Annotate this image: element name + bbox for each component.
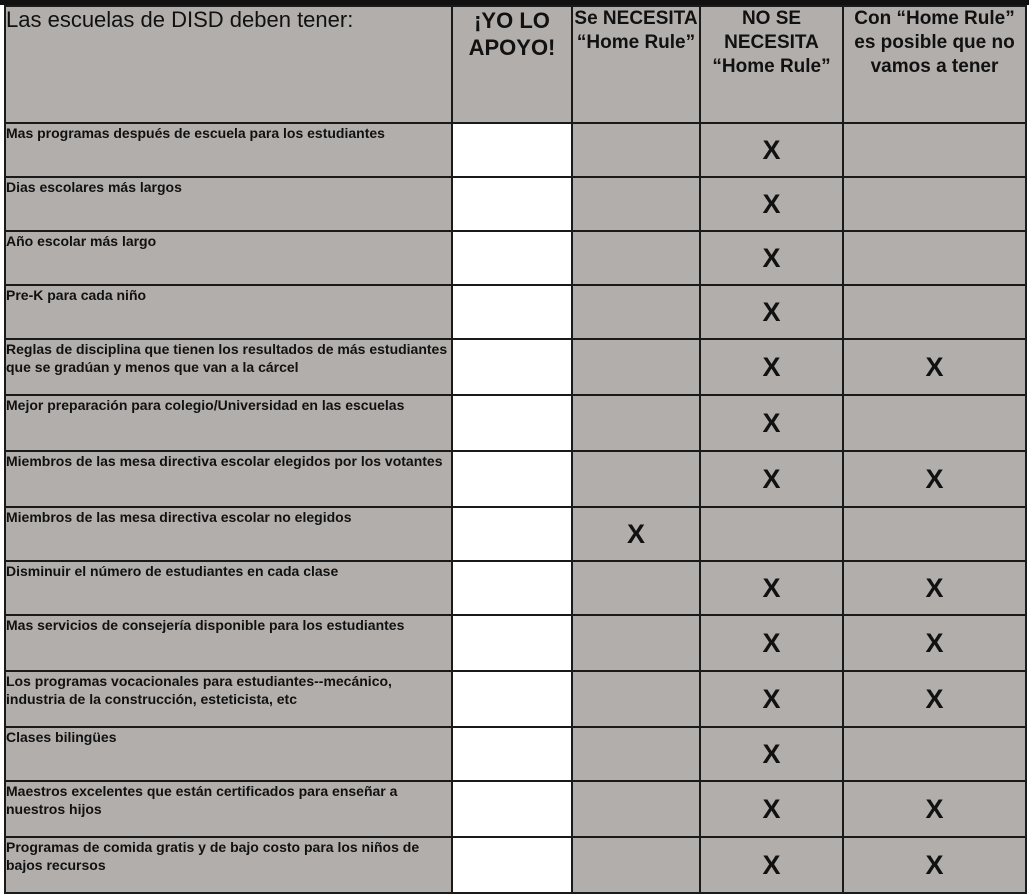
table-row: [5, 123, 1026, 177]
support-checkbox-cell[interactable]: [452, 727, 572, 781]
row-label: Clases bilingües: [5, 727, 452, 781]
may-lose-mark: X: [843, 339, 1026, 395]
not-needed-mark: X: [700, 615, 843, 671]
table-row: [5, 727, 1026, 781]
not-needed-mark: X: [700, 231, 843, 285]
may-lose-mark: X: [843, 837, 1026, 893]
needed-mark: [572, 339, 700, 395]
needed-mark: [572, 231, 700, 285]
table-row: [5, 615, 1026, 671]
not-needed-mark: X: [700, 339, 843, 395]
not-needed-mark: X: [700, 837, 843, 893]
support-checkbox-cell[interactable]: [452, 395, 572, 451]
may-lose-mark: [843, 123, 1026, 177]
table-row: [5, 231, 1026, 285]
support-checkbox-cell[interactable]: [452, 671, 572, 727]
header-may-not-have: Con “Home Rule” es posible que no vamos a tener: [843, 6, 1026, 123]
table-row: [5, 837, 1026, 893]
table-row: [5, 285, 1026, 339]
table-row: [5, 177, 1026, 231]
may-lose-mark: [843, 285, 1026, 339]
may-lose-mark: X: [843, 615, 1026, 671]
support-checkbox-cell[interactable]: [452, 285, 572, 339]
not-needed-mark: X: [700, 285, 843, 339]
needed-mark: [572, 123, 700, 177]
not-needed-mark: X: [700, 177, 843, 231]
needed-mark: [572, 395, 700, 451]
support-checkbox-cell[interactable]: [452, 177, 572, 231]
needed-mark: [572, 285, 700, 339]
row-label: Dias escolares más largos: [5, 177, 452, 231]
row-label: Mas programas después de escuela para los estudiantes: [5, 123, 452, 177]
table-row: [5, 451, 1026, 507]
support-checkbox-cell[interactable]: [452, 615, 572, 671]
row-label: Mejor preparación para colegio/Universidad en las escuelas: [5, 395, 452, 451]
needed-mark: [572, 177, 700, 231]
header-schools-should-have: Las escuelas de DISD deben tener:: [5, 6, 452, 123]
header-i-support: ¡YO LO APOYO!: [452, 6, 572, 123]
row-label: Disminuir el número de estudiantes en cada clase: [5, 561, 452, 615]
table-row: [5, 339, 1026, 395]
header-home-rule-not-needed: NO SE NECESITA “Home Rule”: [700, 6, 843, 123]
support-checkbox-cell[interactable]: [452, 507, 572, 561]
may-lose-mark: X: [843, 781, 1026, 837]
needed-mark: X: [572, 507, 700, 561]
table-row: [5, 671, 1026, 727]
row-label: Maestros excelentes que están certificados para enseñar a nuestros hijos: [5, 781, 452, 837]
needed-mark: [572, 671, 700, 727]
needed-mark: [572, 781, 700, 837]
row-label: Miembros de las mesa directiva escolar no elegidos: [5, 507, 452, 561]
support-checkbox-cell[interactable]: [452, 451, 572, 507]
may-lose-mark: X: [843, 451, 1026, 507]
may-lose-mark: X: [843, 671, 1026, 727]
needed-mark: [572, 837, 700, 893]
header-row: [5, 6, 1026, 123]
may-lose-mark: [843, 395, 1026, 451]
row-label: Mas servicios de consejería disponible para los estudiantes: [5, 615, 452, 671]
table-row: [5, 395, 1026, 451]
not-needed-mark: X: [700, 451, 843, 507]
row-label: Miembros de las mesa directiva escolar elegidos por los votantes: [5, 451, 452, 507]
table-row: [5, 507, 1026, 561]
not-needed-mark: X: [700, 671, 843, 727]
support-checkbox-cell[interactable]: [452, 123, 572, 177]
not-needed-mark: X: [700, 123, 843, 177]
needed-mark: [572, 451, 700, 507]
needed-mark: [572, 561, 700, 615]
row-label: Año escolar más largo: [5, 231, 452, 285]
not-needed-mark: X: [700, 727, 843, 781]
header-home-rule-needed: Se NECESITA “Home Rule”: [572, 6, 700, 123]
support-checkbox-cell[interactable]: [452, 837, 572, 893]
needed-mark: [572, 727, 700, 781]
may-lose-mark: [843, 177, 1026, 231]
table-row: [5, 781, 1026, 837]
row-label: Reglas de disciplina que tienen los resultados de más estudiantes que se gradúan y menos que van a la cárcel: [5, 339, 452, 395]
row-label: Programas de comida gratis y de bajo costo para los niños de bajos recursos: [5, 837, 452, 893]
row-label: Pre-K para cada niño: [5, 285, 452, 339]
row-label: Los programas vocacionales para estudiantes--mecánico, industria de la construcción, esteticista, etc: [5, 671, 452, 727]
table-row: [5, 561, 1026, 615]
may-lose-mark: [843, 231, 1026, 285]
may-lose-mark: [843, 727, 1026, 781]
needed-mark: [572, 615, 700, 671]
home-rule-comparison-table: [4, 5, 1027, 894]
support-checkbox-cell[interactable]: [452, 339, 572, 395]
support-checkbox-cell[interactable]: [452, 561, 572, 615]
support-checkbox-cell[interactable]: [452, 781, 572, 837]
not-needed-mark: X: [700, 561, 843, 615]
not-needed-mark: X: [700, 781, 843, 837]
may-lose-mark: [843, 507, 1026, 561]
not-needed-mark: [700, 507, 843, 561]
not-needed-mark: X: [700, 395, 843, 451]
may-lose-mark: X: [843, 561, 1026, 615]
support-checkbox-cell[interactable]: [452, 231, 572, 285]
